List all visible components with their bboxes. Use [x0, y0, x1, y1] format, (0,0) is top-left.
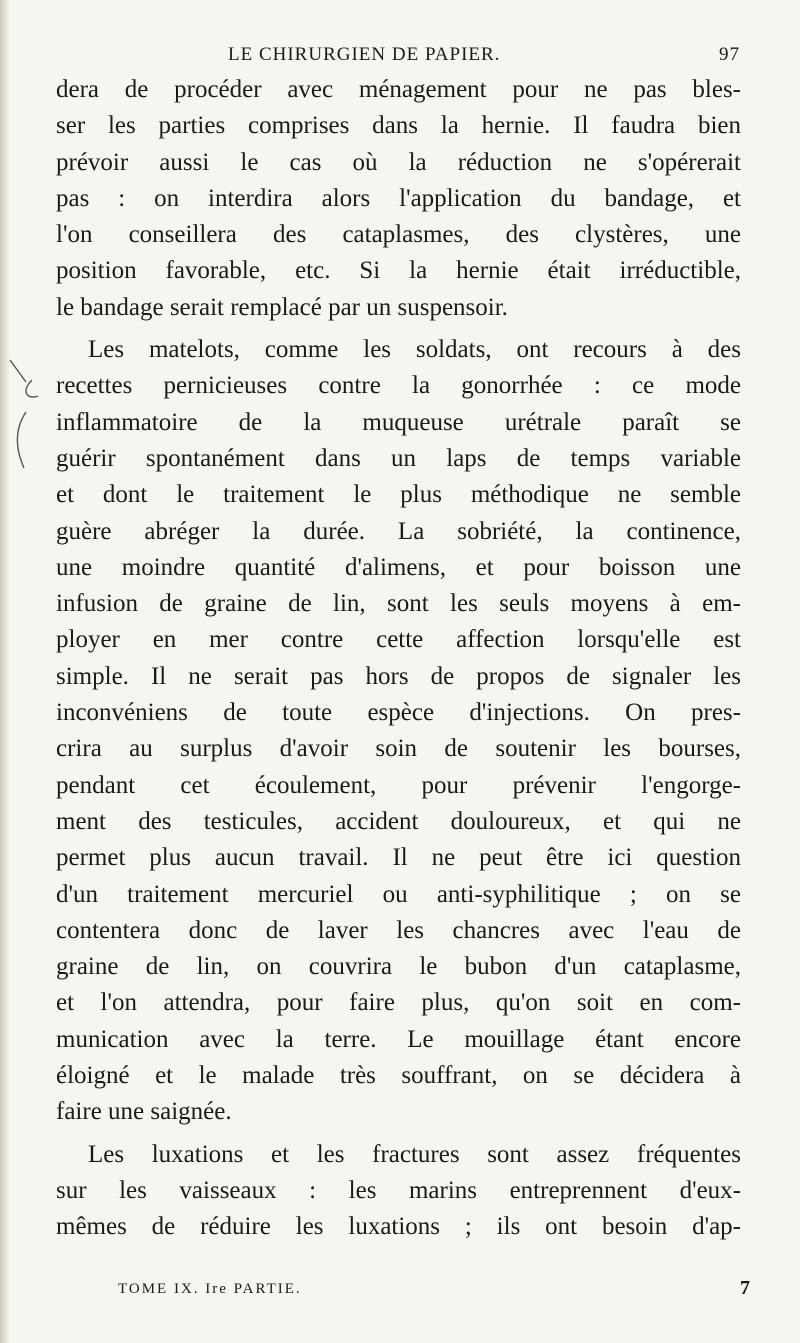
text-line: et l'on attendra, pour faire plus, qu'on soit en com- [56, 989, 741, 1017]
signature-mark: TOME IX. Ire PARTIE. [118, 1281, 302, 1297]
text-line: et dont le traitement le plus méthodique ne semble [56, 481, 741, 509]
text-line: simple. Il ne serait pas hors de propos de signaler les [56, 662, 741, 690]
text-line: position favorable, etc. Si la hernie était irréductible, [56, 257, 741, 285]
text-line: d'un traitement mercuriel ou anti-syphilitique ; on se [56, 880, 741, 908]
text-line: inconvéniens de toute espèce d'injections. On pres- [56, 699, 741, 727]
page-footer [118, 1277, 750, 1307]
text-line: éloigné et le malade très souffrant, on se décidera à [56, 1062, 741, 1090]
text-line: prévoir aussi le cas où la réduction ne s'opérerait [56, 148, 741, 176]
text-line: guère abréger la durée. La sobriété, la continence, [56, 517, 741, 545]
text-line: inflammatoire de la muqueuse urétrale paraît se [56, 408, 741, 436]
text-line: permet plus aucun travail. Il ne peut être ici question [56, 844, 741, 872]
text-line: ment des testicules, accident douloureux, et qui ne [56, 807, 741, 835]
sheet-number: 7 [740, 1277, 750, 1299]
text-line: munication avec la terre. Le mouillage étant encore [56, 1025, 741, 1053]
text-line: dera de procéder avec ménagement pour ne pas bles- [56, 76, 741, 103]
text-line: crira au surplus d'avoir soin de soutenir les bourses, [56, 735, 741, 763]
running-head [228, 44, 740, 72]
handwritten-margin-mark [4, 340, 44, 480]
text-line: une moindre quantité d'alimens, et pour boisson une [56, 553, 741, 581]
text-line: l'on conseillera des cataplasmes, des clystères, une [56, 221, 741, 249]
body-text [56, 72, 741, 1246]
text-line: contentera donc de laver les chancres avec l'eau de [56, 916, 741, 944]
text-line: le bandage serait remplacé par un suspensoir. [56, 293, 508, 321]
paragraph [56, 332, 741, 1131]
paragraph [56, 1137, 741, 1246]
text-line: sur les vaisseaux : les marins entreprennent d'eux- [56, 1176, 741, 1204]
page-gutter-shadow [0, 0, 10, 1343]
text-line: ployer en mer contre cette affection lorsqu'elle est [56, 626, 741, 654]
text-line: Les luxations et les fractures sont assez fréquentes [88, 1140, 741, 1168]
text-line: faire une saignée. [56, 1098, 232, 1126]
text-line: pas : on interdira alors l'application du bandage, et [56, 184, 741, 212]
text-line: mêmes de réduire les luxations ; ils ont besoin d'ap- [56, 1213, 741, 1241]
paragraph [56, 72, 741, 326]
text-line: Les matelots, comme les soldats, ont recours à des [88, 336, 741, 364]
text-line: graine de lin, on couvrira le bubon d'un cataplasme, [56, 953, 741, 981]
running-title: LE CHIRURGIEN DE PAPIER. [228, 44, 501, 65]
text-line: guérir spontanément dans un laps de temps variable [56, 444, 741, 472]
text-line: infusion de graine de lin, sont les seuls moyens à em- [56, 590, 741, 618]
text-line: pendant cet écoulement, pour prévenir l'engorge- [56, 771, 741, 799]
text-line: ser les parties comprises dans la hernie. Il faudra bien [56, 112, 741, 140]
page-number: 97 [719, 44, 740, 65]
text-line: recettes pernicieuses contre la gonorrhée : ce mode [56, 372, 741, 400]
